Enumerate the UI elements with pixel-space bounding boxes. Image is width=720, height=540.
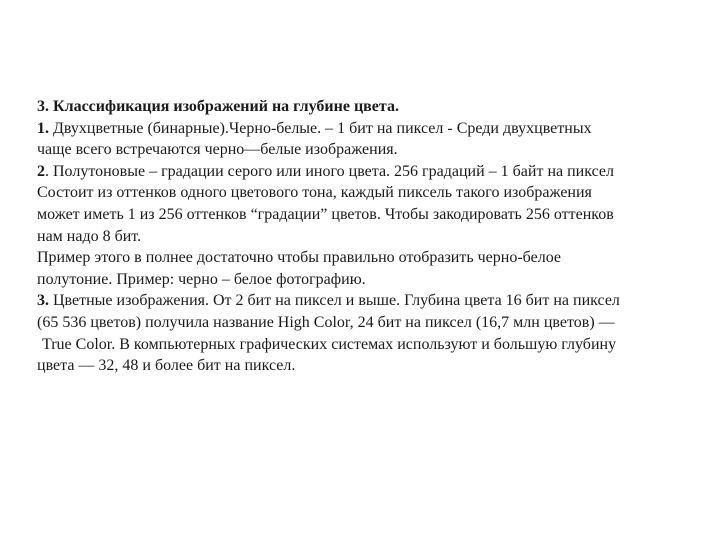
section-1-text: Двухцветные (бинарные).Черно-белые. – 1 бит на пиксел - Среди двухцветных [49,119,592,137]
section-3-line-4: цвета — 32, 48 и более бит на пиксел. [37,357,296,375]
section-3-line-1 [37,290,713,312]
section-3-line-3: True Color. В компьютерных графических системах используют и большую глубину [42,335,617,353]
section-3-text: Цветные изображения. От 2 бит на пиксел и выше. Глубина цвета 16 бит на пиксел [49,292,620,310]
section-2-line-5: Пример этого в полнее достаточно чтобы правильно отобразить черно-белое [37,249,561,267]
section-2-line-1 [37,161,713,183]
section-2-line-4: нам надо 8 бит. [37,227,142,245]
section-3-line-2: (65 536 цветов) получила название High Color, 24 бит на пиксел (16,7 млн цветов) — [37,313,615,331]
section-2-text: . Полутоновые – градации серого или иного цвета. 256 градаций – 1 байт на пиксел [45,162,614,180]
section-1-line-1 [37,118,713,140]
text-block [37,96,713,377]
section-1-line-2: чаще всего встречаются черно—белые изображения. [37,141,398,159]
section-2-line-2: Состоит из оттенков одного цветового тона, каждый пиксель такого изображения [37,184,592,202]
section-3-number: 3. [37,292,49,310]
section-2-line-6: полутоние. Пример: черно – белое фотографию. [37,270,366,288]
section-1-number: 1. [37,119,49,137]
section-2-number: 2 [37,162,45,180]
section-2-line-3: может иметь 1 из 256 оттенков “градации” цветов. Чтобы закодировать 256 оттенков [37,205,614,223]
page-title: 3. Классификация изображений на глубине цвета. [37,98,399,115]
